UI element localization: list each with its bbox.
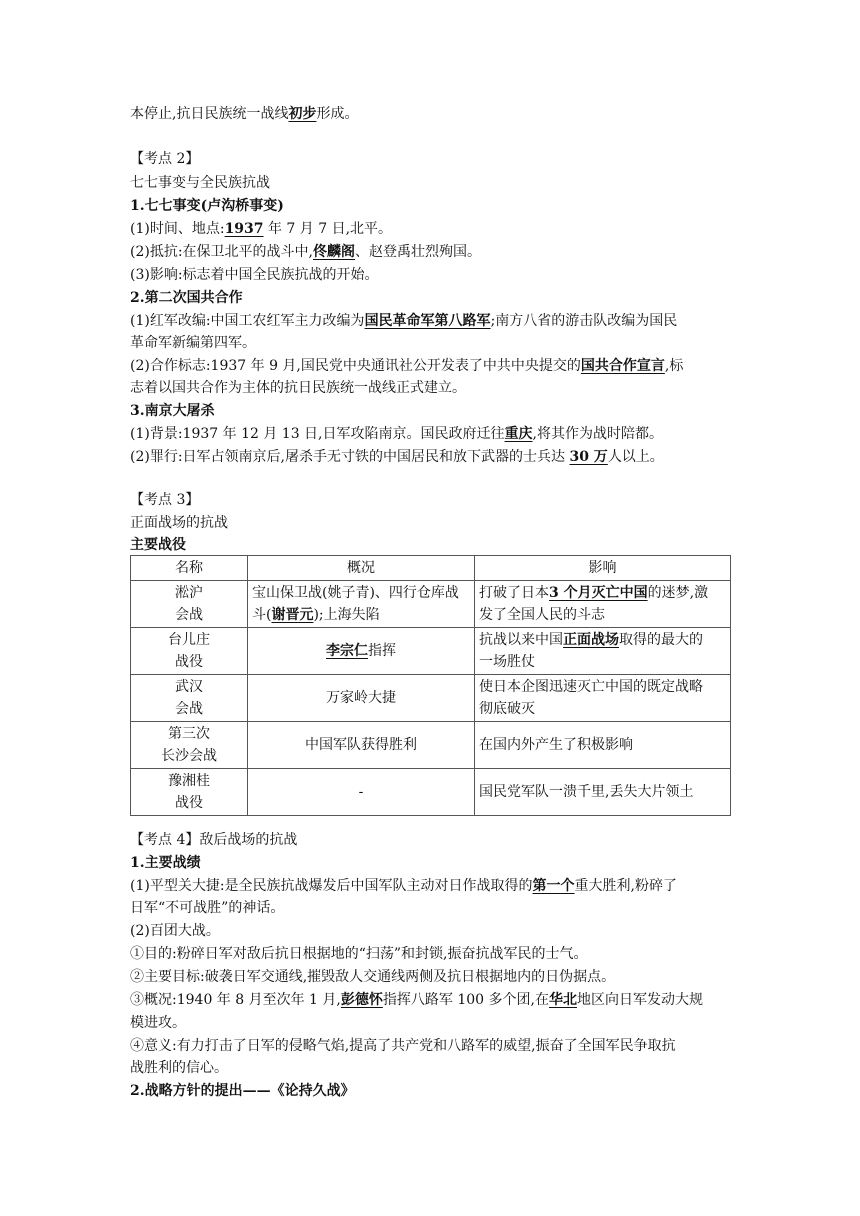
campaigns-table <box>130 555 731 816</box>
kp2-s2-l1: (1)红军改编:中国工农红军主力改编为国民革命军第八路军;南方八省的游击队改编为国民 <box>130 313 678 329</box>
cell-impact: 抗战以来中国正面战场取得的最大的 一场胜仗 <box>475 628 731 675</box>
kp3-table-title: 主要战役 <box>130 537 186 553</box>
cell-name: 豫湘桂 战役 <box>131 769 248 816</box>
table-row <box>131 769 731 816</box>
kp4-s1-title: 1.主要战绩 <box>130 855 201 871</box>
header-overview: 概况 <box>248 556 475 581</box>
kp4-s1-l6b: 战胜利的信心。 <box>130 1060 228 1076</box>
kp2-title: 七七事变与全民族抗战 <box>130 175 270 191</box>
cell-overview: 中国军队获得胜利 <box>248 722 475 769</box>
kp2-s1-l1: (1)时间、地点:1937 年 7 月 7 日,北平。 <box>130 221 393 237</box>
cell-impact: 国民党军队一溃千里,丢失大片领土 <box>475 769 731 816</box>
kp2-s2-l2b: 志着以国共合作为主体的抗日民族统一战线正式建立。 <box>130 380 466 396</box>
table-row <box>131 581 731 628</box>
cell-name: 台儿庄 战役 <box>131 628 248 675</box>
cell-name: 第三次 长沙会战 <box>131 722 248 769</box>
kp4-heading: 【考点 4】敌后战场的抗战 <box>130 832 298 848</box>
kp2-s2-title: 2.第二次国共合作 <box>130 290 243 306</box>
kp2-s1-title: 1.七七事变(卢沟桥事变) <box>130 198 284 214</box>
cell-impact: 在国内外产生了积极影响 <box>475 722 731 769</box>
kp2-s1-l3: (3)影响:标志着中国全民族抗战的开始。 <box>130 267 379 283</box>
cell-overview: 李宗仁指挥 <box>248 628 475 675</box>
kp4-s1-l1: (1)平型关大捷:是全民族抗战爆发后中国军队主动对日作战取得的第一个重大胜利,粉碎了 <box>130 878 677 894</box>
kp4-s2-title: 2.战略方针的提出——《论持久战》 <box>130 1083 355 1099</box>
kp2-s1-l2: (2)抵抗:在保卫北平的战斗中,佟麟阁、赵登禹壮烈殉国。 <box>130 244 481 260</box>
kp4-s1-l2: (2)百团大战。 <box>130 923 220 939</box>
kp3-heading: 【考点 3】 <box>130 492 200 508</box>
kp4-s1-l4: ②主要目标:破袭日军交通线,摧毁敌人交通线两侧及抗日根据地内的日伪据点。 <box>130 969 616 985</box>
cell-name: 武汉 会战 <box>131 675 248 722</box>
table-row <box>131 628 731 675</box>
cell-impact: 使日本企图迅速灭亡中国的既定战略 彻底破灭 <box>475 675 731 722</box>
kp2-heading: 【考点 2】 <box>130 151 200 167</box>
header-name: 名称 <box>131 556 248 581</box>
intro-line: 本停止,抗日民族统一战线初步形成。 <box>130 106 359 122</box>
kp4-s1-l1b: 日军“不可战胜”的神话。 <box>130 900 285 916</box>
cell-overview: 万家岭大捷 <box>248 675 475 722</box>
kp2-s3-l2: (2)罪行:日军占领南京后,屠杀手无寸铁的中国居民和放下武器的士兵达 30 万人以上。 <box>130 449 664 465</box>
kp2-s2-l2: (2)合作标志:1937 年 9 月,国民党中央通讯社公开发表了中共中央提交的国共合作宣言,标 <box>130 358 684 374</box>
cell-name: 淞沪 会战 <box>131 581 248 628</box>
header-impact: 影响 <box>475 556 731 581</box>
kp2-s2-l1b: 革命军新编第四军。 <box>130 335 256 351</box>
kp4-s1-l3: ①目的:粉碎日军对敌后抗日根据地的“扫荡”和封锁,振奋抗战军民的士气。 <box>130 946 588 962</box>
kp4-s1-l5: ③概况:1940 年 8 月至次年 1 月,彭德怀指挥八路军 100 多个团,在华北地区向日军发动大规 <box>130 992 703 1008</box>
kp4-s1-l6: ④意义:有力打击了日军的侵略气焰,提高了共产党和八路军的威望,振奋了全国军民争取抗 <box>130 1038 676 1054</box>
table-row <box>131 675 731 722</box>
table-row <box>131 722 731 769</box>
cell-overview: - <box>248 769 475 816</box>
kp4-s1-l5b: 模进攻。 <box>130 1015 186 1031</box>
cell-impact: 打破了日本3 个月灭亡中国的迷梦,激 发了全国人民的斗志 <box>475 581 731 628</box>
kp3-title: 正面战场的抗战 <box>130 515 228 531</box>
kp2-s3-title: 3.南京大屠杀 <box>130 403 215 419</box>
cell-overview: 宝山保卫战(姚子青)、四行仓库战 斗(谢晋元);上海失陷 <box>248 581 475 628</box>
kp2-s3-l1: (1)背景:1937 年 12 月 13 日,日军攻陷南京。国民政府迁往重庆,将其作为战时陪都。 <box>130 426 663 442</box>
table-header-row <box>131 556 731 581</box>
